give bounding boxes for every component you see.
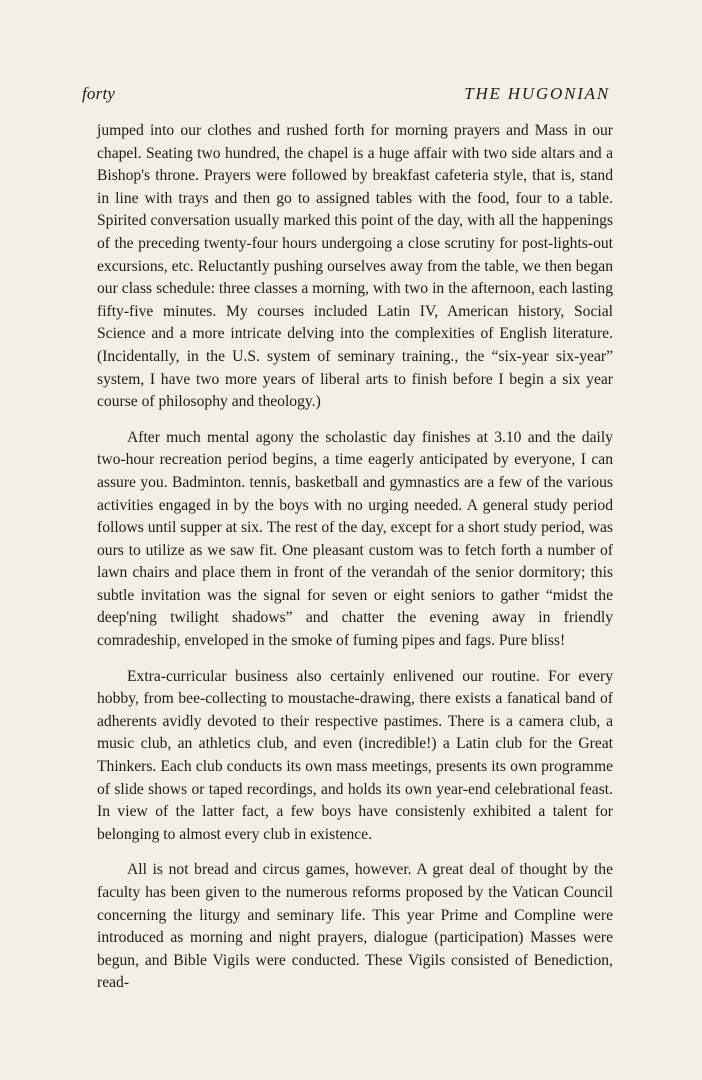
paragraph-2: After much mental agony the scholastic day finishes at 3.10 and the daily two-hour recreation period begins, a time eagerly anticipated by everyone, I can assure you. Badminton. tennis, basketball and gymnastics are a few of the various activities engaged in by the boys with no urging needed. A general study period follows until supper at six. The rest of the day, except for a short study period, was ours to utilize as we saw fit. One pleasant custom was to fetch forth a number of lawn chairs and place them in front of the verandah of the senior dormitory; this subtle invitation was the signal for seven or eight seniors to gather “midst the deep'ning twilight shadows” and chatter the evening away in friendly comradeship, enveloped in the smoke of fuming pipes and fags. Pure bliss! xyxy=(97,428,613,650)
page-header xyxy=(82,84,610,104)
running-title: THE HUGONIAN xyxy=(464,84,610,103)
paragraph-3: Extra-curricular business also certainly enlivened our routine. For every hobby, from bee-collecting to moustache-drawing, there exists a fanatical band of adherents avidly devoted to their respective pastimes. There is a camera club, a music club, an athletics club, and even (incredible!) a Latin club for the Great Thinkers. Each club conducts its own mass meetings, presents its own programme of slide shows or taped recordings, and holds its own year-end celebrational feast. In view of the latter fact, a few boys have consistenly exhibited a talent for belonging to almost every club in existence. xyxy=(97,667,613,843)
paragraph-4: All is not bread and circus games, however. A great deal of thought by the faculty has been given to the numerous reforms proposed by the Vatican Council concerning the liturgy and seminary life. This year Prime and Compline were introduced as morning and night prayers, dialogue (participation) Masses were begun, and Bible Vigils were conducted. These Vigils consisted of Benediction, read- xyxy=(97,861,613,992)
body-text xyxy=(97,120,613,995)
page-number: forty xyxy=(82,84,116,103)
paragraph-1: jumped into our clothes and rushed forth for morning prayers and Mass in our chapel. Seating two hundred, the chapel is a huge affair with two side altars and a Bishop's throne. Prayers were followed by breakfast cafeteria style, that is, stand in line with trays and then go to assigned tables with the food, four to a table. Spirited conversation usually marked this point of the day, with all the happenings of the preceding twenty-four hours undergoing a close scrutiny for post-lights-out excursions, etc. Reluctantly pushing ourselves away from the table, we then began our class schedule: three classes a morning, with two in the afternoon, each lasting fifty-five minutes. My courses included Latin IV, American history, Social Science and a more intricate delving into the complexities of English literature. (Incidentally, in the U.S. system of seminary training., the “six-year six-year” system, I have two more years of liberal arts to finish before I begin a six year course of philosophy and theology.) xyxy=(97,122,613,411)
